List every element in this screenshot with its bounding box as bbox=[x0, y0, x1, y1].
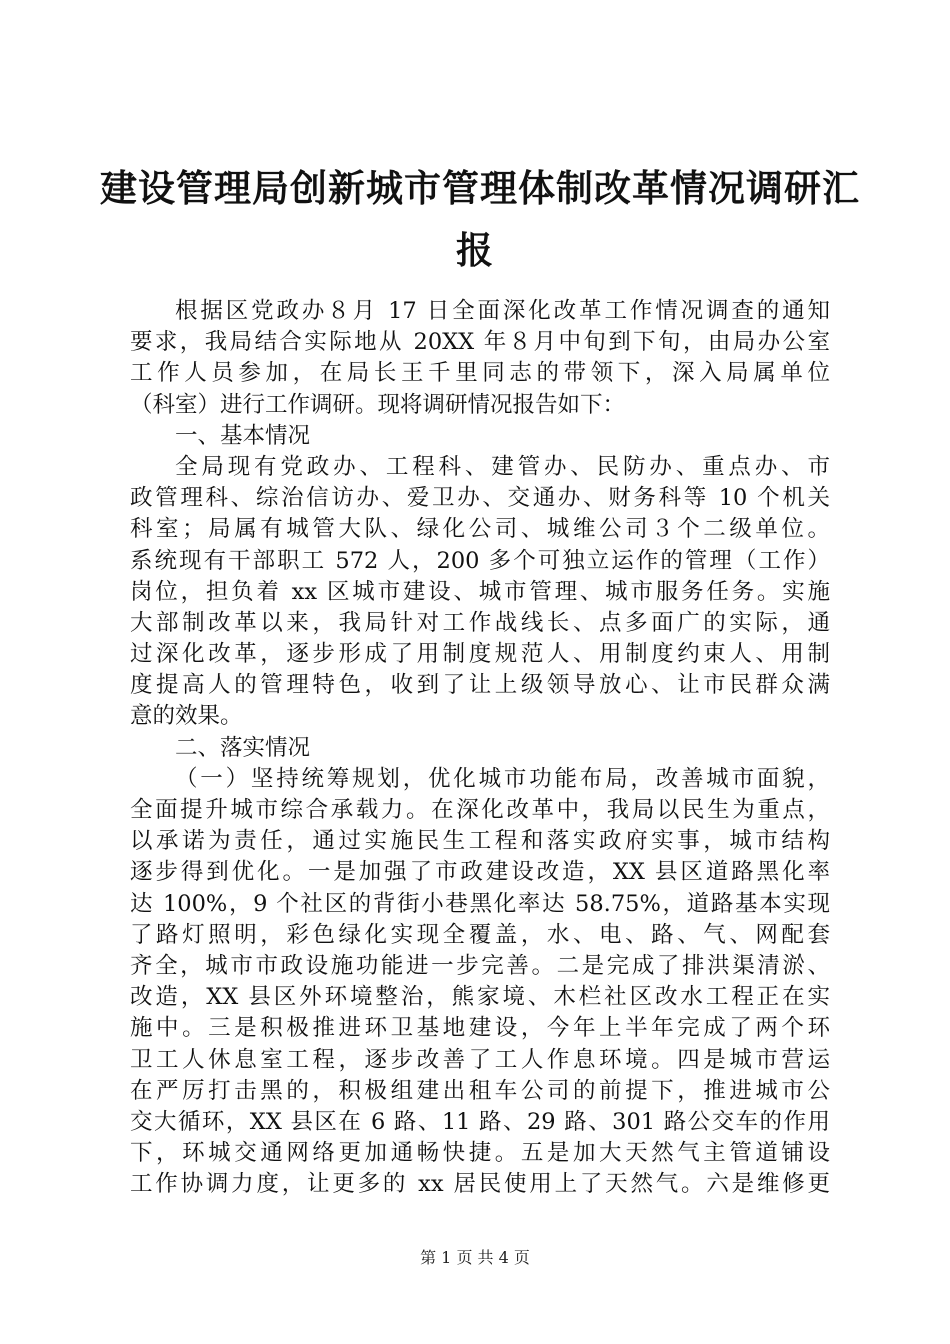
paragraph-line: 工作人员参加，在局长王千里同志的带领下，深入局属单位 bbox=[130, 360, 830, 387]
paragraph-line: 以承诺为责任，通过实施民生工程和落实政府实事，城市结构 bbox=[130, 828, 830, 855]
section-heading-implementation: 二、落实情况 bbox=[175, 734, 311, 761]
paragraph-line: （科室）进行工作调研。现将调研情况报告如下： bbox=[130, 391, 626, 418]
paragraph-line: 岗位，担负着 xx 区城市建设、城市管理、城市服务任务。实施 bbox=[130, 578, 830, 605]
paragraph-line: 交大循环，XX 县区在 6 路、11 路、29 路、301 路公交车的作用 bbox=[130, 1108, 830, 1135]
paragraph-line: 施中。三是积极推进环卫基地建设，今年上半年完成了两个环 bbox=[130, 1015, 830, 1042]
paragraph-line: 逐步得到优化。一是加强了市政建设改造，XX 县区道路黑化率 bbox=[130, 859, 830, 886]
paragraph-line: 齐全，城市市政设施功能进一步完善。二是完成了排洪渠清淤、 bbox=[130, 952, 830, 979]
paragraph-line: 要求，我局结合实际地从 20XX 年８月中旬到下旬，由局办公室 bbox=[130, 329, 830, 356]
paragraph-line: 意的效果。 bbox=[130, 703, 243, 730]
paragraph-line: 全局现有党政办、工程科、建管办、民防办、重点办、市 bbox=[175, 453, 830, 480]
paragraph-line: 度提高人的管理特色，收到了让上级领导放心、让市民群众满 bbox=[130, 672, 830, 699]
paragraph-line: 卫工人休息室工程，逐步改善了工人作息环境。四是城市营运 bbox=[130, 1046, 830, 1073]
paragraph-line: 了路灯照明，彩色绿化实现全覆盖，水、电、路、气、网配套 bbox=[130, 921, 830, 948]
paragraph-line: 在严厉打击黑的，积极组建出租车公司的前提下，推进城市公 bbox=[130, 1077, 830, 1104]
paragraph-line: （一）坚持统筹规划，优化城市功能布局，改善城市面貌， bbox=[175, 765, 830, 792]
paragraph-line: 大部制改革以来，我局针对工作战线长、点多面广的实际，通 bbox=[130, 609, 830, 636]
paragraph-line: 达 100%，9 个社区的背街小巷黑化率达 58.75%，道路基本实现 bbox=[130, 890, 830, 917]
paragraph-line: 根据区党政办８月 17 日全面深化改革工作情况调查的通知 bbox=[175, 298, 830, 324]
paragraph-line: 全面提升城市综合承载力。在深化改革中，我局以民生为重点， bbox=[130, 797, 830, 823]
paragraph-line: 系统现有干部职工 572 人，200 多个可独立运作的管理（工作） bbox=[130, 547, 830, 574]
paragraph-line: 工作协调力度，让更多的 xx 居民使用上了天然气。六是维修更 bbox=[130, 1171, 830, 1198]
paragraph-line: 科室；局属有城管大队、绿化公司、城维公司３个二级单位。 bbox=[130, 516, 830, 543]
page-number-footer: 第 1 页 共 4 页 bbox=[420, 1248, 530, 1267]
paragraph-line: 下，环城交通网络更加通畅快捷。五是加大天然气主管道铺设 bbox=[130, 1140, 830, 1167]
paragraph-line: 改造，XX 县区外环境整治，熊家境、木栏社区改水工程正在实 bbox=[130, 984, 830, 1011]
section-heading-basic: 一、基本情况 bbox=[175, 422, 311, 449]
document-title-line-2: 报 bbox=[456, 228, 494, 272]
document-title-line-1: 建设管理局创新城市管理体制改革情况调研汇 bbox=[100, 166, 860, 210]
document-body bbox=[130, 296, 830, 1200]
paragraph-line: 过深化改革，逐步形成了用制度规范人、用制度约束人、用制 bbox=[130, 641, 830, 668]
paragraph-line: 政管理科、综治信访办、爱卫办、交通办、财务科等 10 个机关 bbox=[130, 485, 830, 512]
